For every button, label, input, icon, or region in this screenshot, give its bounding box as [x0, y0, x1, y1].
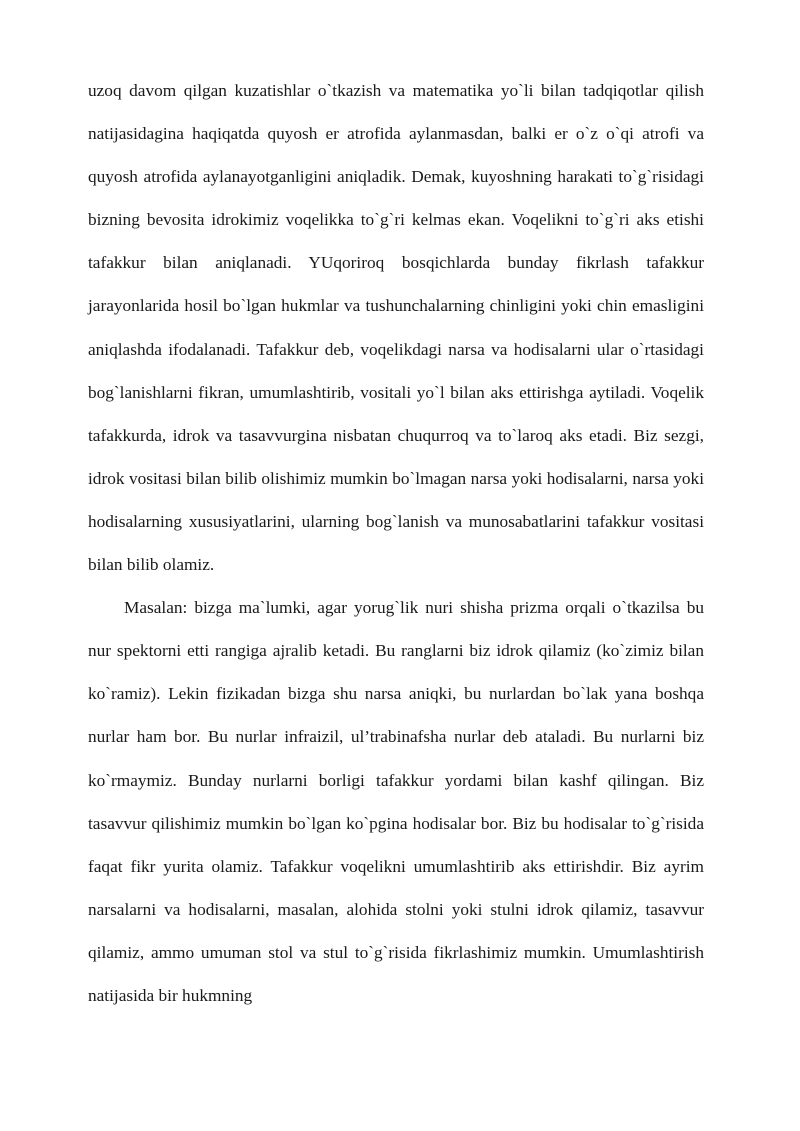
body-paragraph-2: Masalan: bizga ma`lumki, agar yorug`lik nuri shisha prizma orqali o`tkazilsa bu nur spektorni etti rangiga ajralib ketadi. Bu ranglarni biz idrok qilamiz (ko`zimiz bilan ko`ramiz). Lekin fizikadan bizga shu narsa aniqki, bu nurlardan bo`lak yana boshqa nurlar ham bor. Bu nurlar infraizil, ul’trabinafsha nurlar deb ataladi. Bu nurlarni biz ko`rmaymiz. Bunday nurlarni borligi tafakkur yordami bilan kashf qilingan. Biz tasavvur qilishimiz mumkin bo`lgan ko`pgina hodisalar bor. Biz bu hodisalar to`g`risida faqat fikr yurita olamiz. Tafakkur voqelikni umumlashtirib aks ettirishdir. Biz ayrim narsalarni va hodisalarni, masalan, alohida stolni yoki stulni idrok qilamiz, tasavvur qilamiz, ammo umuman stol va stul to`g`risida fikrlashimiz mumkin. Umumlashtirish natijasida bir hukmning	[88, 598, 704, 1005]
body-paragraph-1: uzoq davom qilgan kuzatishlar o`tkazish va matematika yo`li bilan tadqiqotlar qilish natijasidagina haqiqatda quyosh er atrofida aylanmasdan, balki er o`z o`qi atrofi va quyosh atrofida aylanayotganligini aniqladik. Demak, kuyoshning harakati to`g`risidagi bizning bevosita idrokimiz voqelikka to`g`ri kelmas ekan. Voqelikni to`g`ri aks etishi tafakkur bilan aniqlanadi. YUqoriroq bosqichlarda bunday fikrlash tafakkur jarayonlarida hosil bo`lgan hukmlar va tushunchalarning chinligini yoki chin emasligini aniqlashda ifodalanadi. Tafakkur deb, voqelikdagi narsa va hodisalarni ular o`rtasidagi bog`lanishlarni fikran, umumlashtirib, vositali yo`l bilan aks ettirishga aytiladi. Voqelik tafakkurda, idrok va tasavvurgina nisbatan chuqurroq va to`laroq aks etadi. Biz sezgi, idrok vositasi bilan bilib olishimiz mumkin bo`lmagan narsa yoki hodisalarni, narsa yoki hodisalarning xususiyatlarini, ularning bog`lanish va munosabatlarini tafakkur vositasi bilan bilib olamiz.	[88, 81, 704, 575]
document-page	[88, 69, 704, 1017]
